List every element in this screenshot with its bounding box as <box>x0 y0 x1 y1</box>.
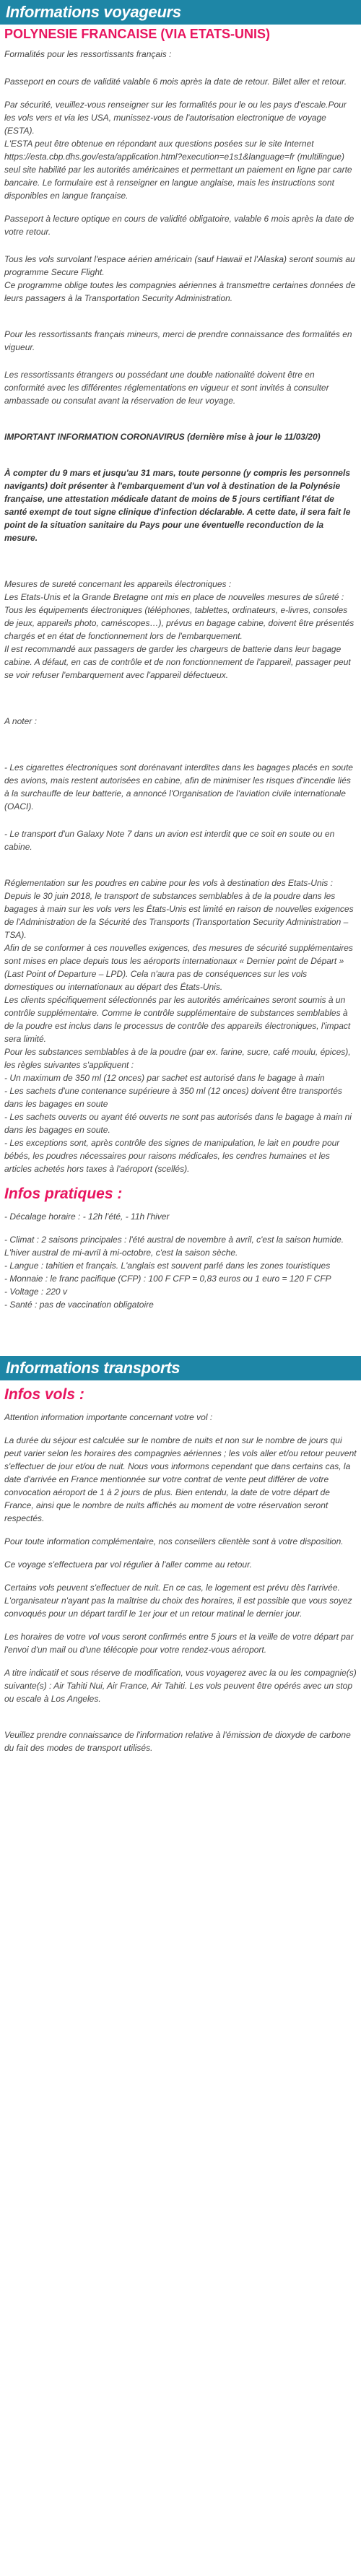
vol-co2: Veuillez prendre connaissance de l'information relative à l'émission de dioxyde de carbone du fait des modes de transport utilisés. <box>4 1730 351 1753</box>
powders-rules-intro: Pour les substances semblables à de la poudre (par ex. farine, sucre, café moulu, épices), les règles suivantes s'appliquent : <box>4 1047 351 1070</box>
vol-conseillers: Pour toute information complémentaire, nos conseillers clientèle sont à votre disposition. <box>4 1536 344 1546</box>
secure-flight-paragraph: Tous les vols survolant l'espace aérien américain (sauf Hawaii et l'Alaska) seront soumis au programme Secure Flight. <box>4 254 355 277</box>
powders-intro: Depuis le 30 juin 2018, le transport de substances semblables à de la poudre dans les bagages à main sur les vols vers les États-Unis est limité en raison de nouvelles exigences de l'Administration de la Sécurité des Transports (Transportation Security Administration – TSA). <box>4 891 354 940</box>
esta-paragraph: L'ESTA peut être obtenue en répondant aux questions posées sur le site Internet https://esta.cbp.dhs.gov/esta/application.html?execution=e1s1&language=fr (multilingue) seul site habilité par les autorités américaines et permettant un paiement en ligne par carte bancaire. Le formulaire est à renseigner en langue anglaise, mais les instructions sont disponibles en langue française. <box>4 139 352 201</box>
pratique-monnaie: - Monnaie : le franc pacifique (CFP) : 100 F CFP = 0,83 euros ou 1 euro = 120 F CFP <box>4 1274 331 1284</box>
powders-lpd: Afin de se conformer à ces nouvelles exigences, des mesures de sécurité supplémentaires sont mises en place depuis tous les aéroports internationaux « Dernier point de Départ » (Last Point of Departure – LPD). Cela n'aura pas de conséquences sur les vols domestiques ou internationaux au départ des États-Unis. <box>4 943 353 992</box>
powders-rule-larger: - Les sachets d'une contenance supérieure à 350 ml (12 onces) doivent être transportés dans les bagages en soute <box>4 1086 342 1109</box>
powders-rule-350: - Un maximum de 350 ml (12 onces) par sachet est autorisé dans le bagage à main <box>4 1073 325 1083</box>
coronavirus-heading: IMPORTANT INFORMATION CORONAVIRUS (dernière mise à jour le 11/03/20) <box>4 432 321 442</box>
vol-regulier: Ce voyage s'effectuera par vol régulier à l'aller comme au retour. <box>4 1559 252 1570</box>
foreign-nationals-paragraph: Les ressortissants étrangers ou possédant une double nationalité doivent être en conformité avec les différentes réglementations en vigueur et sont invités à consulter ambassade ou consulat avant la réservation de leur voyage. <box>4 370 329 406</box>
powders-rule-open: - Les sachets ouverts ou ayant été ouverts ne sont pas autorisés dans le bagage à main ni dans les bagages en soute. <box>4 1112 352 1135</box>
formalites-intro: Formalités pour les ressortissants français : <box>4 49 172 59</box>
vol-compagnies: A titre indicatif et sous réserve de modification, vous voyagerez avec la ou les compagnie(s) suivante(s) : Air Tahiti Nui, Air France, Air Tahiti. Les vols peuvent être opérés avec un stop ou escale à Los Angeles. <box>4 1668 357 1704</box>
electronics-measures: Les Etats-Unis et la Grande Bretagne ont mis en place de nouvelles mesures de sûreté : Tous les équipements électroniques (téléphones, tablettes, ordinateurs, e-livres, consoles de jeux, appareils photo, caméscopes…), prévus en bagage cabine, doivent être présentés chargés et en état de fonctionnement lors de l'embarquement. <box>4 592 355 641</box>
infos-pratiques-title: Infos pratiques : <box>4 1185 123 1202</box>
pratique-voltage: - Voltage : 220 v <box>4 1287 67 1297</box>
vol-attention: Attention information importante concernant votre vol : <box>4 1412 213 1422</box>
powders-selected: Les clients spécifiquement sélectionnés par les autorités américaines seront soumis à un contrôle supplémentaire. Comme le contrôle supplémentaire de substances semblables à de la poudre est inclus dans le processus de contrôle des appareils électroniques, l'impact sera limité. <box>4 995 351 1044</box>
voyageurs-banner: Informations voyageurs <box>0 0 361 25</box>
tsa-paragraph: Ce programme oblige toutes les compagnies aériennes à transmettre certaines données de leurs passagers à la Transportation Security Administration. <box>4 280 356 303</box>
note-label: A noter : <box>4 716 37 726</box>
pratique-decalage: - Décalage horaire : - 12h l'été, - 11h l'hiver <box>4 1211 170 1222</box>
electronics-chargers: Il est recommandé aux passagers de garder les chargeurs de batterie dans leur bagage cabine. A défaut, en cas de contrôle et de non fonctionnement de l'appareil, passager peut se voir refuser l'embarquement avec l'appareil défectueux. <box>4 644 351 680</box>
ecig-paragraph: - Les cigarettes électroniques sont dorénavant interdites dans les bagages placés en soute des avions, mais restent autorisées en cabine, afin de minimiser les risques d'incendie liés à la surchauffe de leur batterie, a annoncé l'Organisation de l'aviation civile internationale (OACI). <box>4 762 353 811</box>
optical-passport-paragraph: Passeport à lecture optique en cours de validité obligatoire, valable 6 mois après la date de votre retour. <box>4 214 355 237</box>
coronavirus-paragraph: À compter du 9 mars et jusqu'au 31 mars, toute personne (y compris les personnels navigants) doit présenter à l'embarquement d'un vol à destination de la Polynésie française, une attestation médicale datant de moins de 5 jours certifiant l'état de santé exempt de tout signe clinique d'infection déclarable. A cette date, il sera fait le point de la situation sanitaire du Pays pour une éventuelle reconduction de la mesure. <box>4 468 351 543</box>
infos-vols-title: Infos vols : <box>4 1386 84 1403</box>
pratique-climat: - Climat : 2 saisons principales : l'été austral de novembre à avril, c'est la saison humide. L'hiver austral de mi-avril à mi-octobre, c'est la saison sèche. <box>4 1235 344 1258</box>
galaxy-note-paragraph: - Le transport d'un Galaxy Note 7 dans un avion est interdit que ce soit en soute ou en cabine. <box>4 829 335 852</box>
pratique-langue: - Langue : tahitien et français. L'anglais est souvent parlé dans les zones touristiques <box>4 1261 331 1271</box>
destination-title: POLYNESIE FRANCAISE (VIA ETATS-UNIS) <box>4 27 271 41</box>
pratique-sante: - Santé : pas de vaccination obligatoire <box>4 1300 154 1310</box>
vol-duree: La durée du séjour est calculée sur le nombre de nuits et non sur le nombre de jours qui peut varier selon les horaires des compagnies aériennes ; les vols aller et/ou retour peuvent s'effectuer de jour et/ou de nuit. Nous vous informons cependant que dans certains cas, la date d'arrivée en France mentionnée sur votre contrat de vente peut différer de votre convocation aéroport de 1 à 2 jours de plus. Bien entendu, la date de votre départ de France, ainsi que le nombre de nuits affichés au moment de votre réservation seront respectés. <box>4 1435 357 1523</box>
electronics-heading: Mesures de sureté concernant les appareils électroniques : <box>4 579 232 589</box>
vol-nuit: Certains vols peuvent s'effectuer de nuit. En ce cas, le logement est prévu dès l'arrivée. L'organisateur n'ayant pas la maîtrise du choix des horaires, il est possible que vous soyez convoqués pour un départ tardif le 1er jour et un retour matinal le dernier jour. <box>4 1583 352 1619</box>
escale-paragraph: Par sécurité, veuillez-vous renseigner sur les formalités pour le ou les pays d'escale.Pour les vols vers et via les USA, munissez-vous de l'autorisation electronique de voyage (ESTA). <box>4 100 347 136</box>
powders-rule-exceptions: - Les exceptions sont, après contrôle des signes de manipulation, le lait en poudre pour bébés, les poudres nécessaires pour raisons médicales, les cendres humaines et les articles achetés hors taxes à l'aéroport (scellés). <box>4 1138 340 1174</box>
vol-horaires: Les horaires de votre vol vous seront confirmés entre 5 jours et la veille de votre départ par l'envoi d'un mail ou d'une télécopie pour votre rendez-vous aéroport. <box>4 1632 354 1655</box>
powders-heading: Réglementation sur les poudres en cabine pour les vols à destination des Etats-Unis : <box>4 878 333 888</box>
passport-paragraph: Passeport en cours de validité valable 6 mois après la date de retour. Billet aller et retour. <box>4 77 347 87</box>
voyageurs-section <box>0 26 361 1311</box>
transports-section <box>0 1386 361 1754</box>
minors-paragraph: Pour les ressortissants français mineurs, merci de prendre connaissance des formalités en vigueur. <box>4 329 352 352</box>
transports-banner: Informations transports <box>0 1356 361 1380</box>
